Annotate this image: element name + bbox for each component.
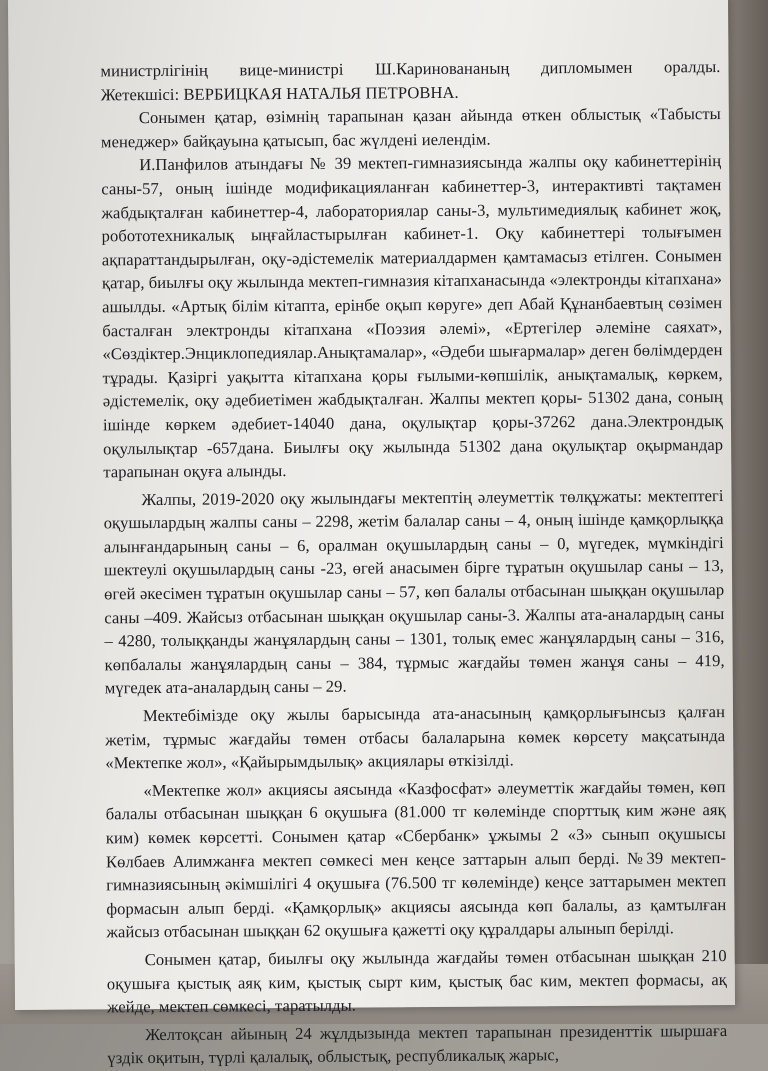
- paragraph-road-to-school: «Мектепке жол» акциясы аясында «Казфосфат» әлеуметтік жағдайы төмен, көп балалы отбасынан шыққан 6 оқушыға (81.000 тг көлемінде спорттық ким және аяқ ким) көмек көрсетті. Сонымен қатар «Сбербанк» ұжымы 2 «З» сынып оқушысы Көлбаев Алимжанға мектеп сөмкесі мен кеңсе заттарын алып берді. №39 мектеп-гимназиясының әкімшілігі 4 оқушыға (76.500 тг көлемінде) кеңсе заттарымен мектеп формасын алып берді. «Қамқорлық» акциясы аясында көп балалы, аз қамтылған жайсыз отбасынан шыққан 62 оқушыға қажетті оқу құралдары алынып берілді.: [105, 776, 727, 942]
- paragraph-social-passport: Жалпы, 2019-2020 оқу жылындағы мектептің әлеуметтік төлқұжаты: мектептегі оқушылардың жалпы саны – 2298, жетім балалар саны – 4, оның ішінде қамқорлыққа алынғандарының саны – 6, оралман оқушылардың саны – 0, мүгедек, мүмкіндігі шектеулі оқушылардың саны -23, өгей анасымен бірге тұратын оқушылар саны – 13, өгей әкесімен тұратын оқушылар саны – 57, көп балалы отбасынан шыққан оқушылар саны –409. Жайсыз отбасынан шыққан оқушылар саны-3. Жалпы ата-аналардың саны – 4280, толыққанды жанұялардың саны – 1301, толық емес жанұялардың саны – 316, көпбалалы жанұялардың саны – 384, тұрмыс жағдайы төмен жанұя саны – 419, мүгедек ата-аналардың саны – 29.: [103, 485, 725, 698]
- paragraph-winter-clothes: Сонымен қатар, биылғы оқу жылында жағдайы төмен отбасынан шыққан 210 оқушыға қыстық аяқ ким, қыстық сырт ким, қыстық бас ким, мектеп формасы, ақ жейде, мектеп сөмкесі, таратылды.: [106, 945, 727, 1017]
- paragraph-december: Желтоқсан айының 24 жұлдызында мектеп тарапынан президенттік шыршаға үздік оқитын, түрлі қалалық, облыстық, республикалық жарыс,: [107, 1020, 728, 1068]
- supervisor-line: Жетекшісі: ВЕРБИЦКАЯ НАТАЛЬЯ ПЕТРОВНА.: [100, 82, 459, 104]
- opening-line: [100, 55, 720, 83]
- paragraph-contest: Сонымен қатар, өзімнің тарапынан қазан айында өткен облыстық «Табысты менеджер» байқауына қатысып, бас жүлдені иелендім.: [100, 104, 721, 152]
- opening-word: министрлігінің: [100, 60, 208, 81]
- opening-word: дипломымен: [540, 57, 633, 78]
- document-body: [100, 55, 727, 1070]
- paragraph-charity-actions: Мектебімізде оқу жылы барысында ата-анасының қамқорлығынсыз қалған жетім, тұрмыс жағдайы төмен отбасы балаларына көмек көрсету мақсатында «Мектепке жол», «Қайырымдылық» акциялары өткізілді.: [105, 702, 726, 773]
- paragraph-cabinets-library: И.Панфилов атындағы № 39 мектеп-гимназиясында жалпы оқу кабинеттерінің саны-57, оның ішінде модификацияланған кабинеттер-3, интерактивті тақтамен жабдықталған кабинеттер-4, лабораториялар саны-3, мультимедиялық кабинет жоқ, робототехникалық ыңғайластырылған кабинет-1. Оқу кабинеттері толығымен ақпараттандырылған, оқу-әдістемелік материалдармен қамтамасыз етілген. Сонымен қатар, биылғы оқу жылында мектеп-гимназия кітапханасында «электронды кітапхана» ашылды. «Артық білім кітапта, ерінбе оқып көруге» деп Абай Құнанбаевтың сөзімен басталған электронды кітапхана «Поэзия әлемі», «Ертегілер әлеміне саяхат», «Сөздіктер.Энциклопедиялар.Анықтамалар», «Әдеби шығармалар» деген бөлімдерден тұрады. Қазіргі уақытта кітапхана қоры ғылыми-көпшілік, анықтамалық, көркем, әдістемелік, оқу әдебиетімен жабдықталған. Жалпы мектеп қоры- 51302 дана, соның ішінде көркем әдебиет-14040 дана, оқулықтар қоры-37262 дана.Электрондық оқулылықтар -657дана. Биылғы оқу жылында 51302 дана оқулықтар оқырмандар тарапынан оқуға алынды.: [101, 151, 724, 482]
- opening-word: оралды.: [663, 57, 721, 77]
- opening-word: вице-министрі: [239, 59, 344, 80]
- paper-sheet: [8, 0, 735, 1068]
- opening-word: Ш.Кариновананың: [375, 58, 510, 79]
